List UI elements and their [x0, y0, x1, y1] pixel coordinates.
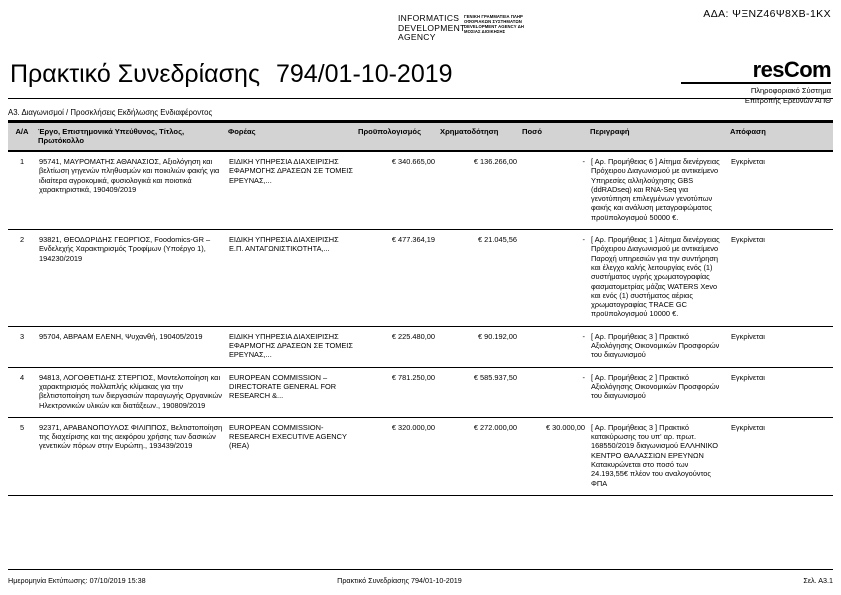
- cell-budget: € 225.480,00: [356, 326, 438, 367]
- cell-funding: € 21.045,56: [438, 230, 520, 327]
- column-header-amount: Ποσό: [520, 123, 588, 151]
- cell-project: 95704, ΑΒΡΑΑΜ ΕΛΕΝΗ, Ψυχανθή, 190405/2019: [36, 326, 226, 367]
- rescom-subtitle-line1: Πληροφοριακό Σύστημα: [750, 86, 831, 95]
- cell-project: 93821, ΘΕΟΔΩΡΙΔΗΣ ΓΕΩΡΓΙΟΣ, Foodomics-GR – Ενδελεχής Χαρακτηρισμός Τροφίμων (Υποέργο 1), 194230/2019: [36, 230, 226, 327]
- table-row[interactable]: [8, 326, 833, 367]
- table-header: [8, 123, 833, 151]
- page-title-text: Πρακτικό Συνεδρίασης: [10, 60, 260, 88]
- document-header: [0, 0, 841, 108]
- cell-aa: 4: [8, 367, 36, 417]
- table-row[interactable]: [8, 230, 833, 327]
- ada-code: ΑΔΑ: ΨΞΝΖ46Ψ8ΧΒ-1ΚΧ: [703, 8, 831, 20]
- cell-funding: € 272.000,00: [438, 417, 520, 495]
- table-body: [8, 151, 833, 495]
- column-header-budget: Προϋπολογισμός: [356, 123, 438, 151]
- cell-forea: EUROPEAN COMMISSION – DIRECTORATE GENERAL FOR RESEARCH &...: [226, 367, 356, 417]
- section-label: Α3. Διαγωνισμοί / Προσκλήσεις Εκδήλωσης Ενδιαφέροντος: [8, 108, 213, 117]
- page-title: [10, 60, 453, 89]
- cell-description: [ Αρ. Προμήθειας 1 ] Αίτημα διενέργειας Πρόχειρου Διαγωνισμού με αντικείμενο Παροχή υπηρεσιών για την συντήρηση και έλεγχο καλής λειτουργίας ενός (1) συστήματος υγρής χρωματογραφίας φασματομετρίας μάζας WATERS Xevo και ενός (1) συστήματος αέριας χρωματογραφίας TRACE GC προϋπολογισμού 10000 €.: [588, 230, 728, 327]
- cell-funding: € 90.192,00: [438, 326, 520, 367]
- column-header-decision: Απόφαση: [728, 123, 833, 151]
- footer-page-number: Σελ. Α3.1: [803, 576, 833, 585]
- cell-project: 95741, ΜΑΥΡΟΜΑΤΗΣ ΑΘΑΝΑΣΙΟΣ, Αξιολόγηση και βελτίωση γηγενών πληθυσμών και ποικιλιών φακής για ιδιαίτερα αγροκομικά, φυσιολογικά και ποιοτικά χαρακτηριστικά, 190409/2019: [36, 151, 226, 230]
- footer-center-title: Πρακτικό Συνεδρίασης 794/01-10-2019: [337, 576, 462, 585]
- cell-description: [ Αρ. Προμήθειας 3 ] Πρακτικό Αξιολόγησης Οικονομικών Προσφορών του διαγωνισμού: [588, 326, 728, 367]
- cell-forea: ΕΙΔΙΚΗ ΥΠΗΡΕΣΙΑ ΔΙΑΧΕΙΡΙΣΗΣ ΕΦΑΡΜΟΓΗΣ ΔΡΑΣΕΩΝ ΣΕ ΤΟΜΕΙΣ ΕΡΕΥΝΑΣ,...: [226, 326, 356, 367]
- page-title-number: 794/01-10-2019: [276, 60, 453, 88]
- table-row[interactable]: [8, 367, 833, 417]
- cell-aa: 3: [8, 326, 36, 367]
- cell-amount: -: [520, 151, 588, 230]
- cell-funding: € 585.937,50: [438, 367, 520, 417]
- cell-aa: 1: [8, 151, 36, 230]
- document-footer: [8, 576, 833, 585]
- cell-decision: Εγκρίνεται: [728, 326, 833, 367]
- competitions-table: [8, 123, 833, 496]
- footer-divider: [8, 569, 833, 570]
- column-header-project: Έργο, Επιστημονικά Υπεύθυνος, Τίτλος, Πρωτόκολλο: [36, 123, 226, 151]
- cell-amount: -: [520, 230, 588, 327]
- footer-print-date: Ημερομηνία Εκτύπωσης: 07/10/2019 15:38: [8, 576, 146, 585]
- cell-budget: € 477.364,19: [356, 230, 438, 327]
- cell-budget: € 340.665,00: [356, 151, 438, 230]
- cell-forea: EUROPEAN COMMISSION-RESEARCH EXECUTIVE AGENCY (REA): [226, 417, 356, 495]
- rescom-subtitle-line2: Επιτροπής Ερευνών ΑΠΘ: [744, 95, 831, 105]
- column-header-description: Περιγραφή: [588, 123, 728, 151]
- cell-aa: 2: [8, 230, 36, 327]
- cell-decision: Εγκρίνεται: [728, 367, 833, 417]
- cell-funding: € 136.266,00: [438, 151, 520, 230]
- cell-description: [ Αρ. Προμήθειας 2 ] Πρακτικό Αξιολόγησης Οικονομικών Προσφορών του διαγωνισμού: [588, 367, 728, 417]
- cell-project: 92371, ΑΡΑΒΑΝΟΠΟΥΛΟΣ ΦΙΛΙΠΠΟΣ, Βελτιστοποίηση της διαχείρισης και της αειφόρου χρήσης των δασικών γενετικών πόρων στην Ευρώπη., 193439/2019: [36, 417, 226, 495]
- cell-description: [ Αρ. Προμήθειας 3 ] Πρακτικό κατακύρωσης του υπ' αρ. πρωτ. 168550/2019 διαγωνισμού ΕΛΛΗΝΙΚΟ ΚΕΝΤΡΟ ΘΑΛΑΣΣΙΩΝ ΕΡΕΥΝΩΝ Κατακυρώνεται στο ποσό των 24.193,55€ πλέον του αναλογούντος ΦΠΑ: [588, 417, 728, 495]
- cell-budget: € 781.250,00: [356, 367, 438, 417]
- column-header-aa: Α/Α: [8, 123, 36, 151]
- column-header-funding: Χρηματοδότηση: [438, 123, 520, 151]
- gsis-logo-greek-text: ΓΕΝΙΚΗ ΓΡΑΜΜΑΤΕΙΑ ΠΛΗΡΟΦΟΡΙΑΚΩΝ ΣΥΣΤΗΜΑΤΩΝ DEVELOPMENT AGENCY ΔΗΜΟΣΙΑΣ ΔΙΟΙΚΗΣΗΣ: [464, 14, 525, 34]
- cell-decision: Εγκρίνεται: [728, 417, 833, 495]
- cell-description: [ Αρ. Προμήθειας 6 ] Αίτημα διενέργειας Πρόχειρου Διαγωνισμού με αντικείμενο Υπηρεσίες αλληλούχησης GBS (ddRADseq) και RNA-Seq για γενοτύπηση επιλεγμένων γενοτύπων φακής και ανάλυση μεταγραφώματος προϋπολογισμού 50000 €.: [588, 151, 728, 230]
- cell-project: 94813, ΛΟΓΟΘΕΤΙΔΗΣ ΣΤΕΡΓΙΟΣ, Μοντελοποίηση και χαρακτηρισμός πολλαπλής κλίμακας για την βελτιστοποίηση των διεργασιών παραγωγής Οργανικών Ηλεκτρονικών υλικών και διατάξεων., 190809/2019: [36, 367, 226, 417]
- table-row[interactable]: [8, 151, 833, 230]
- cell-amount: -: [520, 326, 588, 367]
- table-header-row: [8, 123, 833, 151]
- title-divider: [8, 98, 833, 99]
- cell-forea: ΕΙΔΙΚΗ ΥΠΗΡΕΣΙΑ ΔΙΑΧΕΙΡΙΣΗΣ Ε.Π. ΑΝΤΑΓΩΝΙΣΤΙΚΟΤΗΤΑ,...: [226, 230, 356, 327]
- cell-amount: -: [520, 367, 588, 417]
- gsis-logo: [398, 14, 526, 43]
- rescom-divider: [681, 82, 831, 84]
- rescom-brand-name: resCom: [752, 57, 831, 82]
- cell-amount: € 30.000,00: [520, 417, 588, 495]
- cell-decision: Εγκρίνεται: [728, 151, 833, 230]
- table-row[interactable]: [8, 417, 833, 495]
- cell-budget: € 320.000,00: [356, 417, 438, 495]
- cell-decision: Εγκρίνεται: [728, 230, 833, 327]
- column-header-forea: Φορέας: [226, 123, 356, 151]
- cell-forea: ΕΙΔΙΚΗ ΥΠΗΡΕΣΙΑ ΔΙΑΧΕΙΡΙΣΗΣ ΕΦΑΡΜΟΓΗΣ ΔΡΑΣΕΩΝ ΣΕ ΤΟΜΕΙΣ ΕΡΕΥΝΑΣ,...: [226, 151, 356, 230]
- cell-aa: 5: [8, 417, 36, 495]
- gsis-logo-english-text: INFORMATICS DEVELOPMENT AGENCY: [398, 13, 466, 42]
